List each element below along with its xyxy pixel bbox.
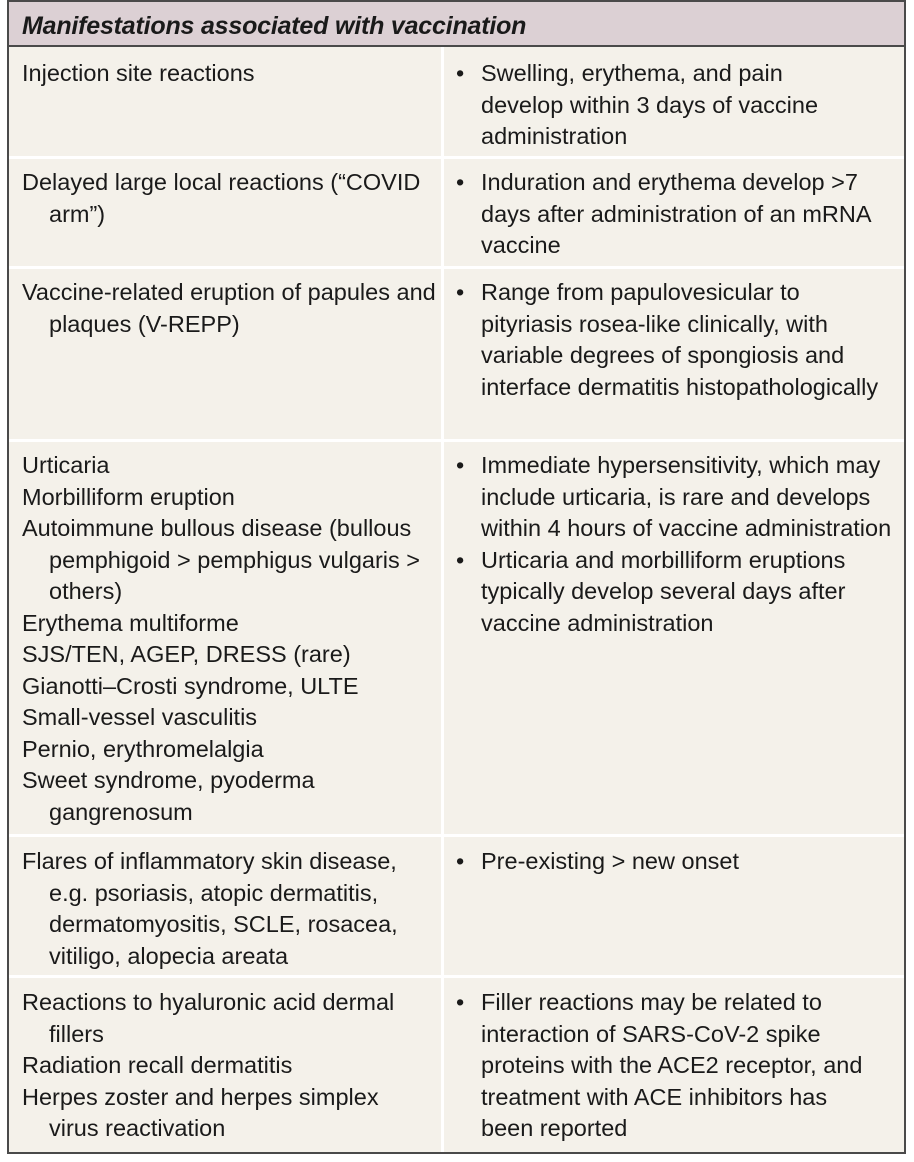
condition-item: Sweet syndrome, pyoderma gangrenosum — [22, 767, 315, 825]
row-notes-cell — [455, 987, 867, 1145]
bullet-icon: • — [456, 848, 465, 874]
bullet-icon: • — [456, 60, 465, 86]
condition-item: Small-vessel vasculitis — [22, 704, 258, 730]
condition-item: Pernio, erythromelalgia — [22, 735, 264, 762]
note-bullet — [455, 450, 895, 545]
table-row — [9, 978, 904, 1152]
condition-item: Injection site reactions — [22, 60, 255, 86]
row-notes-cell — [455, 167, 885, 262]
condition-item: Delayed large local reactions (“COVID arm”) — [22, 169, 421, 227]
table-row — [9, 47, 904, 159]
note-bullet — [455, 58, 867, 153]
row-notes-cell — [455, 450, 895, 639]
table-row — [9, 269, 904, 442]
note-text: Range from papulovesicular to pityriasis rosea-like clinically, with variable degrees of spongiosis and interface dermatitis histopathologically — [481, 279, 879, 400]
bullet-icon: • — [456, 279, 465, 305]
condition-item: Herpes zoster and herpes simplex virus reactivation — [22, 1083, 379, 1141]
note-text: Filler reactions may be related to interaction of SARS-CoV-2 spike proteins with the ACE2 receptor, and treatment with ACE inhibitors has been reported — [481, 989, 863, 1141]
vaccination-manifestations-table — [7, 0, 906, 1154]
note-bullet — [455, 987, 867, 1145]
note-bullet — [455, 846, 895, 878]
condition-item: Erythema multiforme — [22, 609, 239, 636]
condition-item: Flares of inflammatory skin disease, e.g. psoriasis, atopic dermatitis, dermatomyositis, SCLE, rosacea, vitiligo, alopecia areata — [22, 848, 398, 969]
table-header — [9, 2, 904, 47]
row-condition-cell — [22, 277, 442, 340]
bullet-icon: • — [456, 546, 465, 573]
bullet-icon: • — [456, 989, 465, 1015]
note-bullet — [455, 167, 885, 262]
condition-item: Gianotti–Crosti syndrome, ULTE — [22, 672, 359, 699]
row-condition-cell — [22, 987, 434, 1145]
table-row — [9, 442, 904, 837]
note-text: Urticaria and morbilliform eruptions typically develop several days after vaccine administration — [481, 546, 846, 636]
bullet-icon: • — [456, 169, 465, 195]
row-condition-cell — [22, 58, 434, 90]
condition-item: Urticaria — [22, 452, 110, 478]
note-bullet — [455, 277, 895, 403]
row-notes-cell — [455, 277, 895, 403]
table-title: Manifestations associated with vaccination — [22, 12, 527, 40]
row-condition-cell — [22, 846, 440, 972]
note-text: Swelling, erythema, and pain develop within 3 days of vaccine administration — [481, 60, 819, 149]
row-notes-cell — [455, 846, 895, 878]
condition-item: Autoimmune bullous disease (bullous pemphigoid > pemphigus vulgaris > others) — [22, 515, 421, 604]
condition-item: Radiation recall dermatitis — [22, 1052, 293, 1078]
condition-item: Morbilliform eruption — [22, 483, 235, 510]
condition-item: Vaccine-related eruption of papules and plaques (V-REPP) — [22, 279, 436, 337]
note-text: Pre-existing > new onset — [481, 848, 739, 874]
condition-item: SJS/TEN, AGEP, DRESS (rare) — [22, 641, 351, 667]
note-bullet — [455, 545, 895, 640]
row-notes-cell — [455, 58, 867, 153]
note-text: Immediate hypersensitivity, which may include urticaria, is rare and develops within 4 hours of vaccine administration — [481, 452, 892, 541]
bullet-icon: • — [456, 452, 465, 478]
condition-item: Reactions to hyaluronic acid dermal fillers — [22, 989, 395, 1047]
row-condition-cell — [22, 167, 422, 230]
row-condition-cell — [22, 450, 422, 828]
table-row — [9, 159, 904, 269]
table-row — [9, 837, 904, 978]
note-text: Induration and erythema develop >7 days after administration of an mRNA vaccine — [481, 169, 871, 258]
